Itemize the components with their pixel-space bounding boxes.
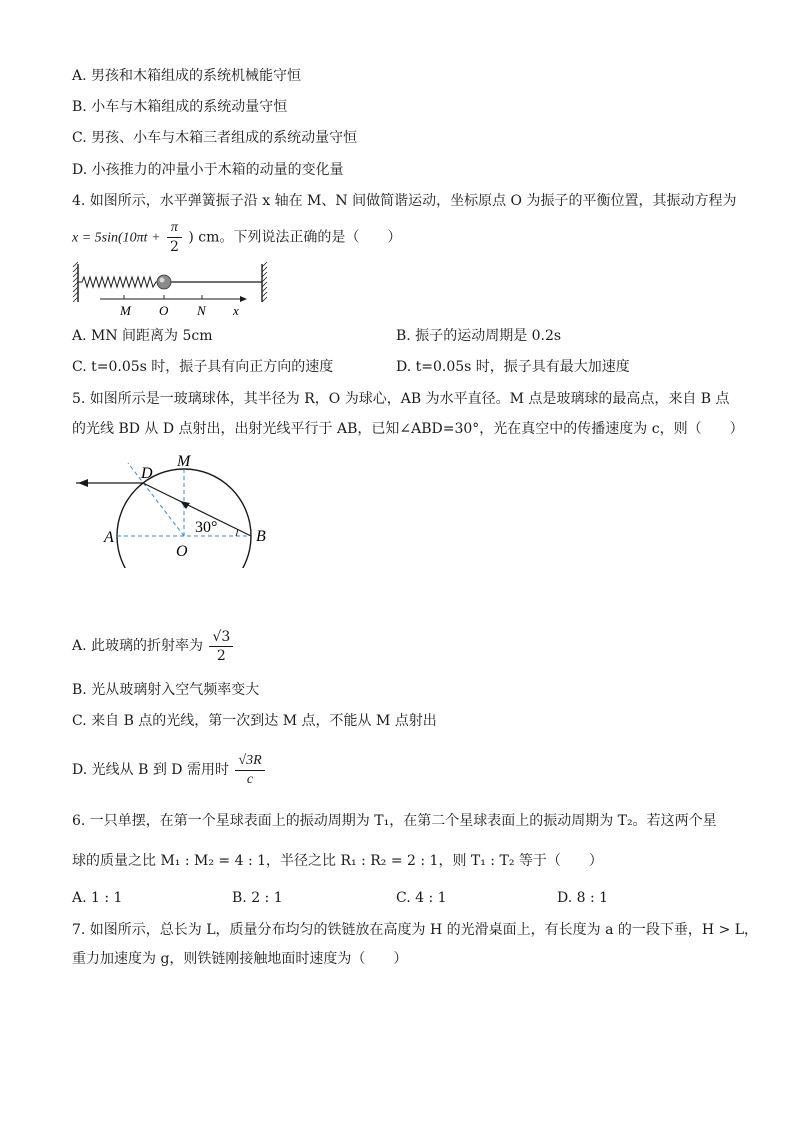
q5-option-c: C. 来自 B 点的光线，第一次到达 M 点，不能从 M 点射出 (72, 713, 437, 729)
q5-option-a (72, 626, 235, 666)
q6-option-c: C. 4 : 1 (396, 890, 447, 906)
angle-arc (236, 529, 238, 536)
q4-equation-tail: ) cm。下列说法正确的是（ ） (188, 229, 402, 246)
q3-option-c: C. 男孩、小车与木箱三者组成的系统动量守恒 (72, 130, 358, 146)
q3-option-d: D. 小孩推力的冲量小于木箱的动量的变化量 (72, 162, 344, 178)
q5-option-a-numerator: √3 (209, 628, 233, 647)
q4-option-a: A. MN 间距离为 5cm (72, 328, 213, 344)
q3-option-a: A. 男孩和木箱组成的系统机械能守恒 (72, 68, 302, 84)
q4-stem: 4. 如图所示，水平弹簧振子沿 x 轴在 M、N 间做简谐运动，坐标原点 O 为振子的平衡位置，其振动方程为 (72, 193, 737, 209)
x-axis-arrow (240, 296, 247, 302)
q4-eq-denominator: 2 (169, 239, 179, 255)
q4-option-d: D. t=0.05s 时，振子具有最大加速度 (396, 359, 630, 375)
q5-option-d-fraction (235, 752, 264, 789)
left-wall (73, 262, 78, 302)
spring (78, 277, 158, 287)
q5-option-a-denominator: 2 (216, 647, 226, 664)
label-m: M (177, 453, 191, 470)
q6-option-d: D. 8 : 1 (557, 890, 609, 906)
angle-label: 30° (195, 519, 218, 536)
q3-option-b: B. 小车与木箱组成的系统动量守恒 (72, 99, 288, 115)
outgoing-ray-arrow (78, 479, 88, 487)
q5-option-d-denominator: c (246, 771, 254, 787)
label-x: x (233, 303, 239, 318)
label-d: D (141, 465, 153, 482)
q4-eq-numerator: π (167, 219, 182, 238)
right-wall (262, 262, 267, 302)
label-o: O (176, 543, 188, 560)
label-o: O (159, 303, 169, 318)
q4-equation-line (72, 219, 401, 256)
q6-option-b: B. 2 : 1 (232, 890, 283, 906)
q7-stem-line-1: 7. 如图所示，总长为 L，质量分布均匀的铁链放在高度为 H 的光滑桌面上，有长度为 a 的一段下垂，H > L， (72, 922, 759, 938)
q4-spring-figure (70, 258, 270, 320)
label-n: N (197, 303, 206, 318)
q6-option-a: A. 1 : 1 (72, 890, 123, 906)
q5-option-d (72, 750, 267, 790)
q5-option-b: B. 光从玻璃射入空气频率变大 (72, 682, 260, 698)
q4-option-b: B. 振子的运动周期是 0.2s (396, 328, 562, 344)
q7-stem-line-2: 重力加速度为 g，则铁链刚接触地面时速度为（ ） (72, 951, 408, 967)
q5-option-d-numerator: √3R (235, 752, 264, 771)
q5-option-a-text: A. 此玻璃的折射率为 (72, 638, 204, 654)
q5-option-d-text: D. 光线从 B 到 D 需用时 (72, 762, 229, 778)
q6-stem-line-2: 球的质量之比 M₁ : M₂ = 4 : 1，半径之比 R₁ : R₂ = 2 : 1，则 T₁ : T₂ 等于（ ） (72, 853, 603, 869)
q5-stem-line-1: 5. 如图所示是一玻璃球体，其半径为 R，O 为球心，AB 为水平直径。M 点是玻璃球的最高点，来自 B 点 (72, 391, 730, 407)
q6-stem-line-1: 6. 一只单摆，在第一个星球表面上的振动周期为 T₁，在第二个星球表面上的振动周期为 T₂。若这两个星 (72, 813, 717, 829)
q5-sphere-figure (70, 448, 280, 568)
q4-equation-lhs: x = 5sin(10πt + (72, 230, 161, 246)
q5-option-a-fraction (209, 628, 233, 665)
label-b: B (256, 528, 266, 545)
label-m: M (120, 303, 131, 318)
q4-equation-fraction (167, 219, 182, 256)
label-a: A (104, 529, 114, 546)
q5-stem-line-2: 的光线 BD 从 D 点射出，出射光线平行于 AB，已知∠ABD=30°，光在真空中的传播速度为 c，则（ ） (72, 421, 744, 437)
oscillator-ball (157, 275, 171, 289)
q4-option-c: C. t=0.05s 时，振子具有向正方向的速度 (72, 359, 334, 375)
ray-bd-arrow (180, 501, 190, 509)
